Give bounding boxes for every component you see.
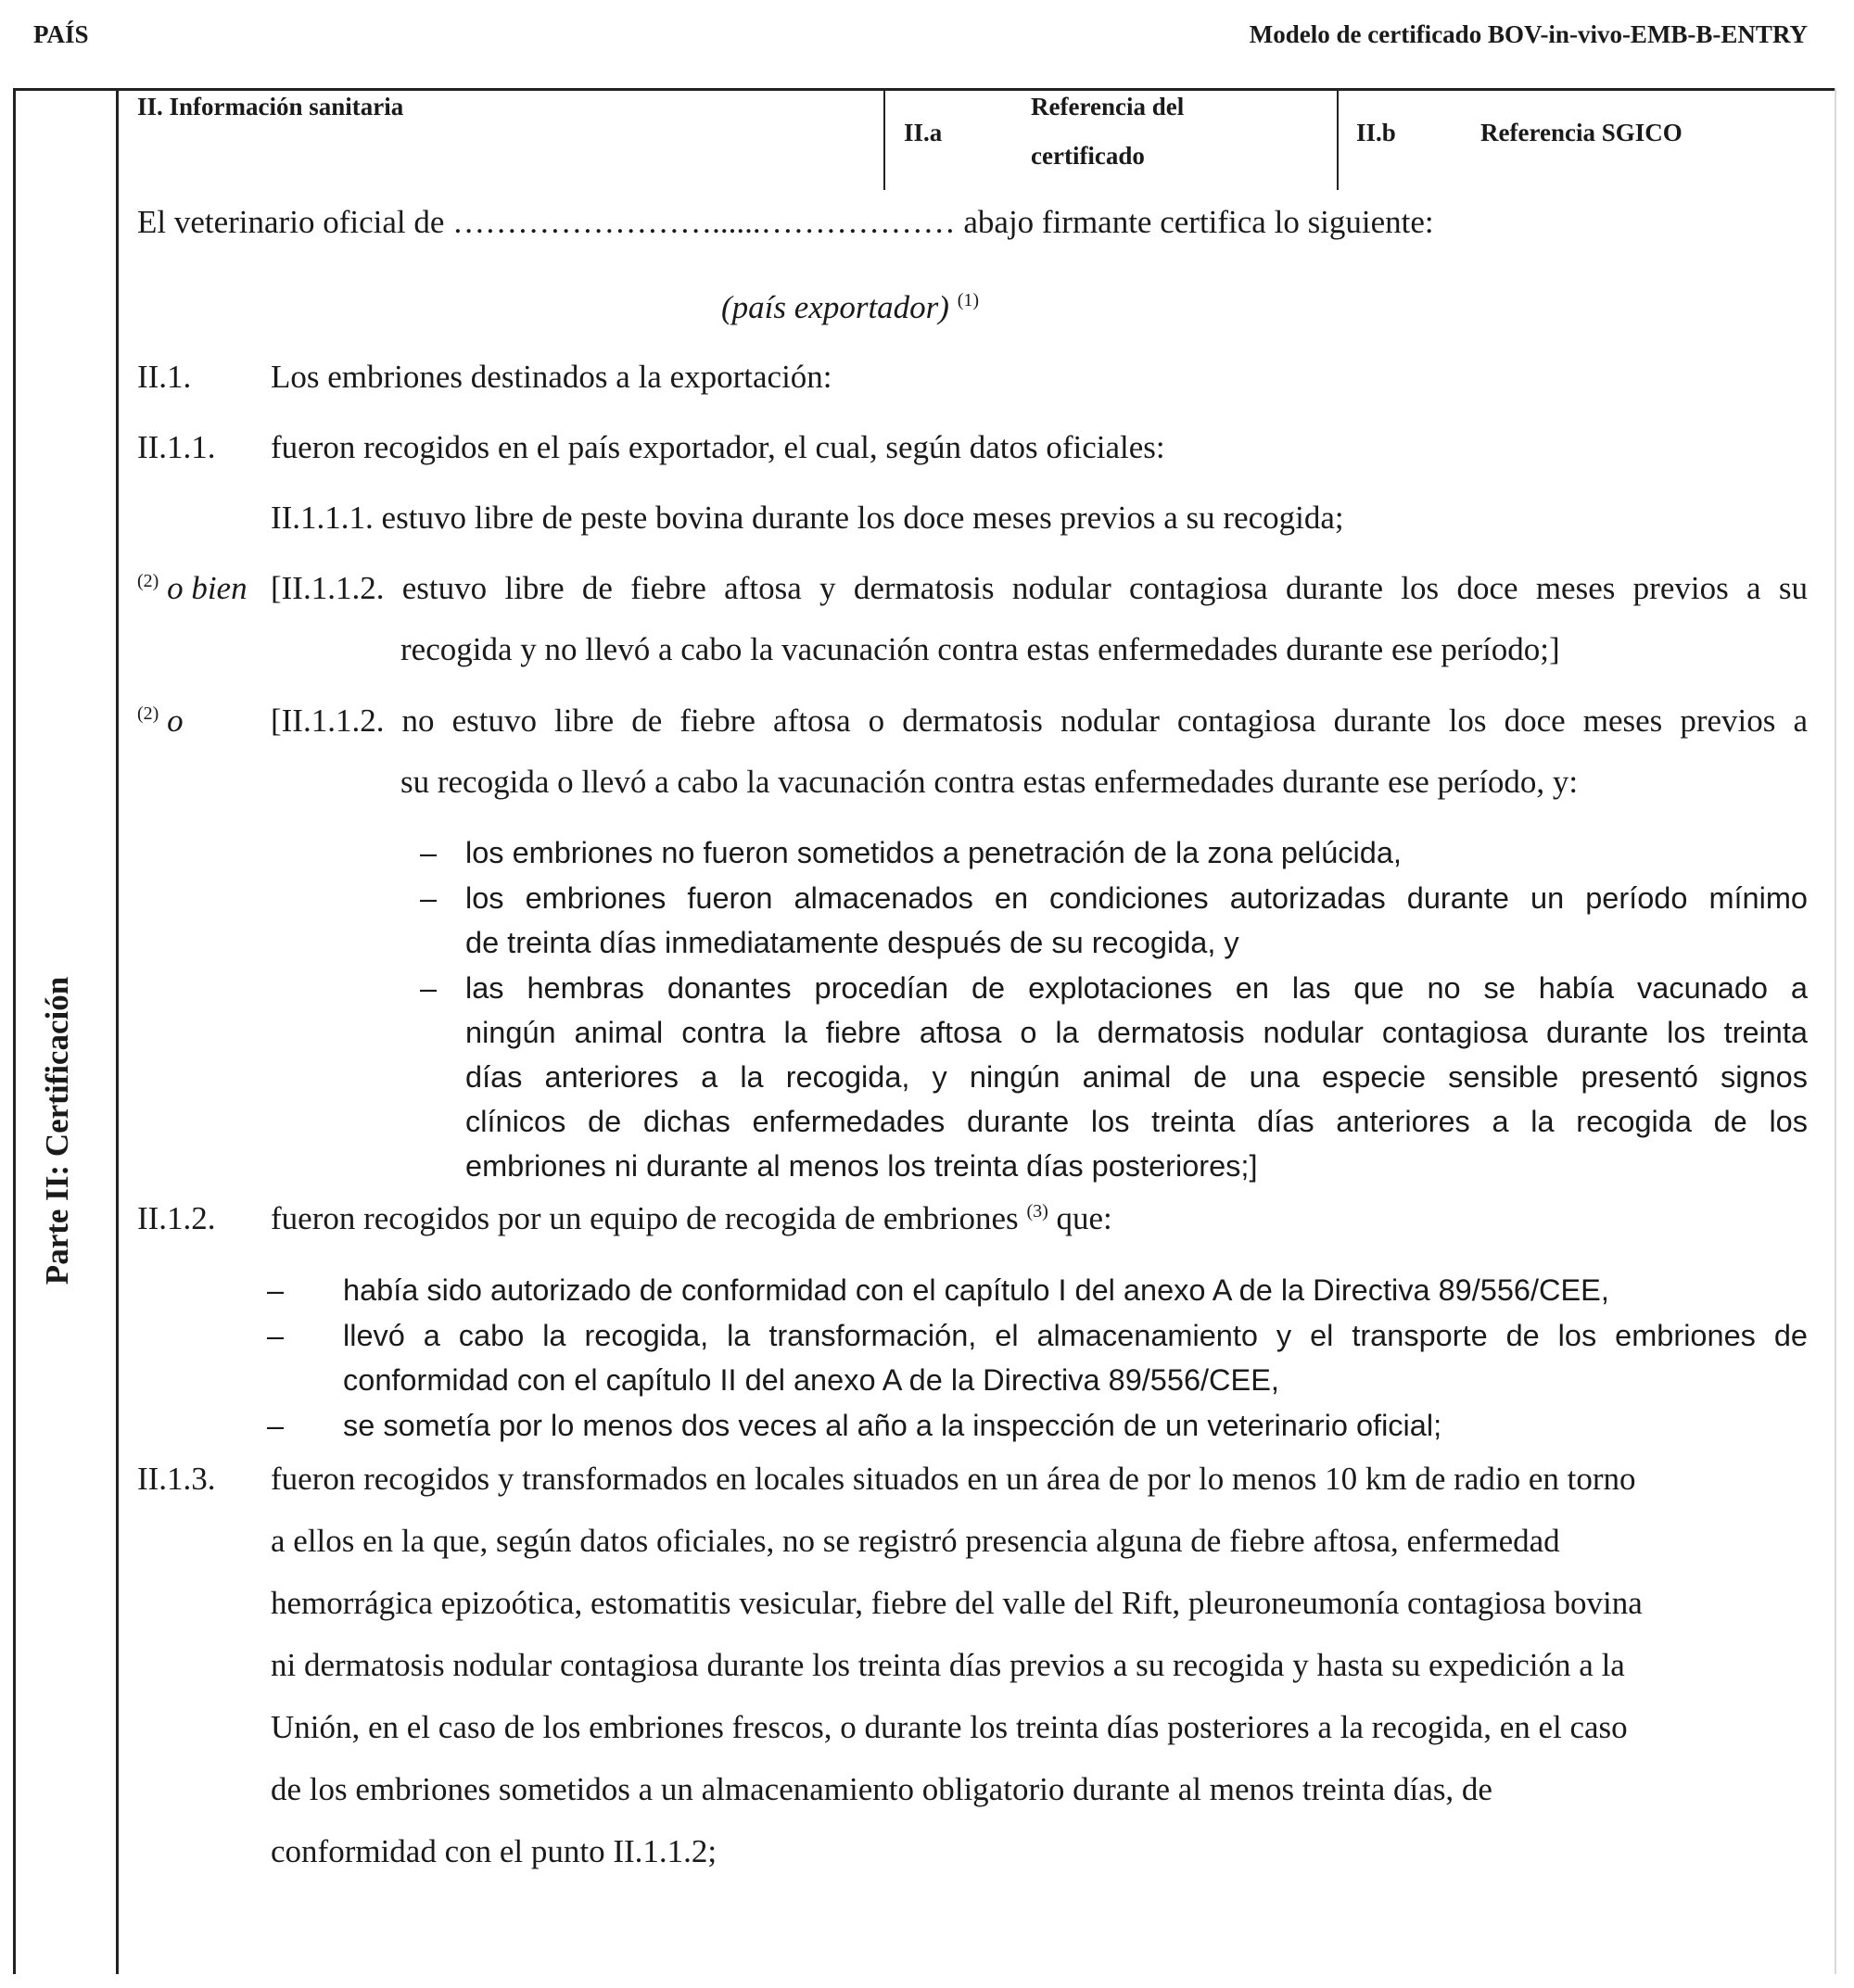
footnote-1-marker: (1) [957, 290, 980, 310]
ref-a-label-line2: certificado [1031, 142, 1145, 170]
bullet1-text: los embriones no fueron sometidos a penetración de la zona pelúcida, [465, 836, 1402, 869]
ref-a-label-line1: Referencia del [1031, 93, 1185, 120]
item-ii12-text [271, 1200, 1112, 1237]
item-ii11-number: II.1.1. [137, 429, 216, 465]
option2-marker-text: o [167, 703, 184, 739]
option1-marker [137, 570, 248, 607]
frame-right-border [1835, 88, 1836, 1974]
team-bullet1-text: había sido autorizado de conformidad con el capítulo I del anexo A de la Directiva 89/556/CEE, [343, 1273, 1609, 1307]
bullet3-line4: clínicos de dichas enfermedades durante los treinta días anteriores a la recogida de los [465, 1105, 1808, 1138]
item-ii111-text: II.1.1.1. estuvo libre de peste bovina durante los doce meses previos a su recogida; [271, 500, 1344, 536]
team-bullet2-line1: llevó a cabo la recogida, la transformación, el almacenamiento y el transporte de los embriones de [343, 1319, 1808, 1352]
country-hint-text: (país exportador) [721, 289, 949, 325]
certificate-model: Modelo de certificado BOV-in-vivo-EMB-B-ENTRY [1249, 20, 1808, 48]
item-ii13-line6: de los embriones sometidos a un almacenamiento obligatorio durante al menos treinta días, de [271, 1771, 1492, 1807]
intro-suffix: abajo firmante certifica lo siguiente: [963, 204, 1434, 240]
section-title: II. Información sanitaria [137, 93, 404, 120]
bullet-dash: – [420, 971, 438, 1005]
item-ii13-line4: ni dermatosis nodular contagiosa durante los treinta días previos a su recogida y hasta su expedición a la [271, 1647, 1625, 1683]
bullet2-line2: de treinta días inmediatamente después de su recogida, y [465, 926, 1239, 959]
frame-header-divider-b [1337, 88, 1339, 190]
country-hint [721, 289, 979, 326]
bullet-dash: – [420, 836, 438, 869]
item-ii1-text: Los embriones destinados a la exportación: [271, 359, 832, 395]
frame-left-border [13, 88, 16, 1974]
option1-line1: [II.1.1.2. estuvo libre de fiebre aftosa y dermatosis nodular contagiosa durante los doce meses previos a su [271, 570, 1808, 606]
item-ii13-line1: fueron recogidos y transformados en locales situados en un área de por lo menos 10 km de radio en torno [271, 1461, 1636, 1497]
bullet3-line5: embriones ni durante al menos los treinta días posteriores;] [465, 1149, 1258, 1183]
bullet3-line3: días anteriores a la recogida, y ningún animal de una especie sensible presentó signos [465, 1060, 1808, 1094]
item-ii13-number: II.1.3. [137, 1461, 216, 1497]
ref-a-code: II.a [904, 119, 943, 146]
item-ii12-main: fueron recogidos por un equipo de recogida de embriones [271, 1200, 1019, 1236]
item-ii13-line2: a ellos en la que, según datos oficiales, no se registró presencia alguna de fiebre aftosa, enfermedad [271, 1523, 1560, 1559]
ref-b-label: Referencia SGICO [1480, 119, 1683, 146]
ref-b-code: II.b [1356, 119, 1396, 146]
intro-prefix: El veterinario oficial de [137, 204, 445, 240]
item-ii1-number: II.1. [137, 359, 192, 395]
bullet-dash: – [267, 1273, 285, 1307]
item-ii13-line3: hemorrágica epizoótica, estomatitis vesicular, fiebre del valle del Rift, pleuroneumonía contagiosa bovina [271, 1585, 1643, 1621]
country-label: PAÍS [33, 20, 89, 48]
item-ii12-tail: que: [1056, 1200, 1112, 1236]
item-ii11-text: fueron recogidos en el país exportador, el cual, según datos oficiales: [271, 429, 1165, 465]
frame-top-border [13, 88, 1836, 91]
bullet3-line2: ningún animal contra la fiebre aftosa o la dermatosis nodular contagiosa durante los treinta [465, 1016, 1808, 1049]
item-ii12-number: II.1.2. [137, 1200, 216, 1236]
bullet-dash: – [267, 1409, 285, 1442]
footnote-2-marker: (2) [137, 571, 159, 591]
bullet-dash: – [267, 1319, 285, 1352]
intro-line [137, 204, 1434, 241]
part-side-label: Parte II: Certificación [39, 976, 75, 1285]
frame-header-divider-a [883, 88, 885, 190]
bullet2-line1: los embriones fueron almacenados en condiciones autorizadas durante un período mínimo [465, 881, 1808, 915]
team-bullet2-line2: conformidad con el capítulo II del anexo A de la Directiva 89/556/CEE, [343, 1363, 1279, 1397]
option2-line2: su recogida o llevó a cabo la vacunación contra estas enfermedades durante ese período, y: [400, 764, 1579, 800]
option2-marker [137, 703, 184, 740]
item-ii13-line7: conformidad con el punto II.1.1.2; [271, 1833, 717, 1869]
footnote-2-marker: (2) [137, 703, 159, 724]
frame-side-divider [116, 88, 119, 1974]
bullet-dash: – [420, 881, 438, 915]
team-bullet3-text: se sometía por lo menos dos veces al año a la inspección de un veterinario oficial; [343, 1409, 1442, 1442]
bullet3-line1: las hembras donantes procedían de explotaciones en las que no se había vacunado a [465, 971, 1808, 1005]
option1-marker-text: o bien [167, 570, 248, 606]
option2-line1: [II.1.1.2. no estuvo libre de fiebre aftosa o dermatosis nodular contagiosa durante los doce meses previos a [271, 703, 1808, 739]
intro-dots: ……………………......……………… [452, 204, 964, 240]
option1-line2: recogida y no llevó a cabo la vacunación contra estas enfermedades durante ese período;] [400, 631, 1560, 667]
item-ii13-line5: Unión, en el caso de los embriones frescos, o durante los treinta días posteriores a la recogida, en el caso [271, 1709, 1628, 1745]
footnote-3-marker: (3) [1026, 1201, 1048, 1222]
